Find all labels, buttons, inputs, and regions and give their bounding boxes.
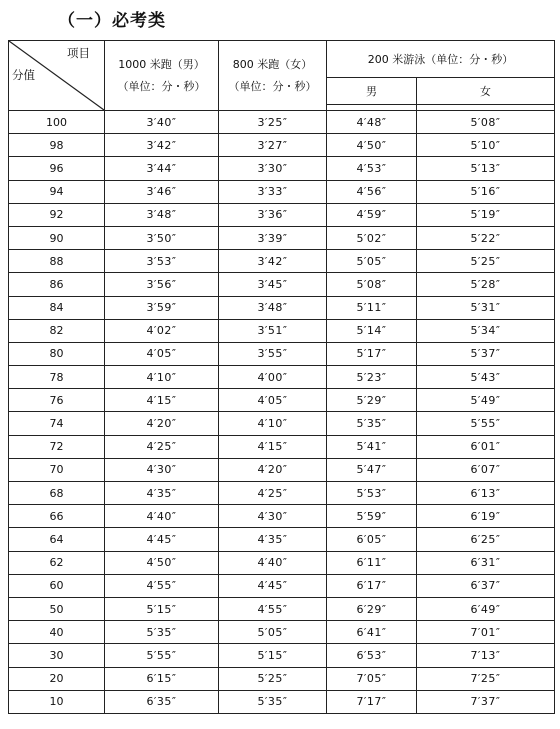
score-cell: 88 <box>9 250 105 273</box>
swim-male-cell: 4′50″ <box>327 134 417 157</box>
table-row <box>9 528 555 551</box>
header-swim-200m: 200 米游泳（单位：分・秒） <box>327 41 555 78</box>
swim-male-cell: 6′29″ <box>327 597 417 620</box>
run-800m-cell: 4′20″ <box>219 458 327 481</box>
swim-male-cell: 5′59″ <box>327 505 417 528</box>
header-swim-female: 女 <box>417 78 555 105</box>
table-row <box>9 366 555 389</box>
swim-female-cell: 5′10″ <box>417 134 555 157</box>
run-800m-cell: 5′35″ <box>219 690 327 713</box>
run-1000m-cell: 4′02″ <box>105 319 219 342</box>
table-row <box>9 319 555 342</box>
run-1000m-cell: 4′15″ <box>105 389 219 412</box>
score-cell: 84 <box>9 296 105 319</box>
run-1000m-cell: 3′53″ <box>105 250 219 273</box>
run-800m-cell: 3′39″ <box>219 226 327 249</box>
table-row <box>9 273 555 296</box>
corner-label-item: 项目 <box>67 46 90 60</box>
header-run-800m <box>219 41 327 111</box>
run-800m-cell: 3′33″ <box>219 180 327 203</box>
run-1000m-cell: 4′25″ <box>105 435 219 458</box>
swim-female-cell: 5′13″ <box>417 157 555 180</box>
run-800m-cell: 3′30″ <box>219 157 327 180</box>
swim-female-cell: 7′01″ <box>417 621 555 644</box>
swim-male-cell: 5′05″ <box>327 250 417 273</box>
table-row <box>9 458 555 481</box>
table-row <box>9 482 555 505</box>
score-cell: 94 <box>9 180 105 203</box>
score-cell: 80 <box>9 342 105 365</box>
run-1000m-cell: 3′42″ <box>105 134 219 157</box>
header-run-1000m <box>105 41 219 111</box>
swim-male-cell: 4′48″ <box>327 111 417 134</box>
run-800m-cell: 3′48″ <box>219 296 327 319</box>
table-row <box>9 574 555 597</box>
score-cell: 72 <box>9 435 105 458</box>
swim-male-cell: 6′53″ <box>327 644 417 667</box>
swim-male-cell: 6′05″ <box>327 528 417 551</box>
swim-male-cell: 5′14″ <box>327 319 417 342</box>
run-1000m-cell: 4′30″ <box>105 458 219 481</box>
table-row <box>9 134 555 157</box>
header-run-800m-title: 800 米跑（女） <box>232 57 313 71</box>
swim-female-cell: 6′25″ <box>417 528 555 551</box>
score-cell: 86 <box>9 273 105 296</box>
run-800m-cell: 5′25″ <box>219 667 327 690</box>
run-1000m-cell: 3′44″ <box>105 157 219 180</box>
table-row <box>9 597 555 620</box>
swim-male-cell: 6′11″ <box>327 551 417 574</box>
swim-male-cell: 7′17″ <box>327 690 417 713</box>
swim-female-cell: 6′07″ <box>417 458 555 481</box>
score-cell: 70 <box>9 458 105 481</box>
run-800m-cell: 4′00″ <box>219 366 327 389</box>
score-cell: 74 <box>9 412 105 435</box>
run-800m-cell: 4′40″ <box>219 551 327 574</box>
swim-female-cell: 5′28″ <box>417 273 555 296</box>
score-cell: 62 <box>9 551 105 574</box>
swim-male-cell: 4′56″ <box>327 180 417 203</box>
score-cell: 40 <box>9 621 105 644</box>
header-run-1000m-unit: （单位：分・秒） <box>117 79 206 93</box>
table-row <box>9 180 555 203</box>
run-1000m-cell: 3′40″ <box>105 111 219 134</box>
swim-female-cell: 6′01″ <box>417 435 555 458</box>
swim-male-cell: 5′08″ <box>327 273 417 296</box>
swim-female-cell: 5′16″ <box>417 180 555 203</box>
score-cell: 96 <box>9 157 105 180</box>
score-cell: 100 <box>9 111 105 134</box>
header-run-800m-unit: （单位：分・秒） <box>228 79 317 93</box>
run-800m-cell: 3′36″ <box>219 203 327 226</box>
table-row <box>9 250 555 273</box>
table-row <box>9 389 555 412</box>
swim-female-cell: 6′31″ <box>417 551 555 574</box>
score-cell: 98 <box>9 134 105 157</box>
score-cell: 30 <box>9 644 105 667</box>
swim-female-cell: 6′13″ <box>417 482 555 505</box>
run-1000m-cell: 3′59″ <box>105 296 219 319</box>
run-1000m-cell: 4′10″ <box>105 366 219 389</box>
table-row <box>9 157 555 180</box>
run-1000m-cell: 6′15″ <box>105 667 219 690</box>
swim-male-cell: 5′41″ <box>327 435 417 458</box>
run-800m-cell: 5′05″ <box>219 621 327 644</box>
table-row <box>9 667 555 690</box>
table-row <box>9 435 555 458</box>
run-800m-cell: 4′30″ <box>219 505 327 528</box>
corner-header-cell <box>9 41 105 111</box>
run-800m-cell: 4′15″ <box>219 435 327 458</box>
run-800m-cell: 3′25″ <box>219 111 327 134</box>
swim-female-cell: 5′22″ <box>417 226 555 249</box>
table-row <box>9 203 555 226</box>
run-800m-cell: 4′10″ <box>219 412 327 435</box>
table-row <box>9 690 555 713</box>
run-1000m-cell: 4′20″ <box>105 412 219 435</box>
swim-male-cell: 5′23″ <box>327 366 417 389</box>
table-row <box>9 551 555 574</box>
run-1000m-cell: 4′45″ <box>105 528 219 551</box>
swim-female-cell: 6′19″ <box>417 505 555 528</box>
run-1000m-cell: 6′35″ <box>105 690 219 713</box>
swim-male-cell: 5′53″ <box>327 482 417 505</box>
table-row <box>9 621 555 644</box>
score-cell: 82 <box>9 319 105 342</box>
header-swim-male: 男 <box>327 78 417 105</box>
score-cell: 90 <box>9 226 105 249</box>
run-800m-cell: 3′27″ <box>219 134 327 157</box>
run-1000m-cell: 5′35″ <box>105 621 219 644</box>
swim-female-cell: 7′37″ <box>417 690 555 713</box>
swim-male-cell: 6′41″ <box>327 621 417 644</box>
run-1000m-cell: 3′50″ <box>105 226 219 249</box>
swim-female-cell: 5′31″ <box>417 296 555 319</box>
swim-male-cell: 6′17″ <box>327 574 417 597</box>
swim-male-cell: 5′35″ <box>327 412 417 435</box>
table-row <box>9 412 555 435</box>
table-body <box>9 111 555 714</box>
table-row <box>9 296 555 319</box>
run-1000m-cell: 4′50″ <box>105 551 219 574</box>
run-1000m-cell: 4′05″ <box>105 342 219 365</box>
score-cell: 66 <box>9 505 105 528</box>
score-cell: 10 <box>9 690 105 713</box>
table-row <box>9 644 555 667</box>
run-800m-cell: 3′45″ <box>219 273 327 296</box>
score-cell: 64 <box>9 528 105 551</box>
score-cell: 76 <box>9 389 105 412</box>
swim-female-cell: 5′55″ <box>417 412 555 435</box>
run-1000m-cell: 4′55″ <box>105 574 219 597</box>
section-title: （一）必考类 <box>58 11 166 31</box>
swim-female-cell: 5′49″ <box>417 389 555 412</box>
run-1000m-cell: 3′46″ <box>105 180 219 203</box>
swim-female-cell: 5′34″ <box>417 319 555 342</box>
run-800m-cell: 3′55″ <box>219 342 327 365</box>
run-800m-cell: 4′45″ <box>219 574 327 597</box>
run-800m-cell: 3′42″ <box>219 250 327 273</box>
table-row <box>9 505 555 528</box>
run-800m-cell: 4′55″ <box>219 597 327 620</box>
run-1000m-cell: 4′35″ <box>105 482 219 505</box>
score-cell: 50 <box>9 597 105 620</box>
run-800m-cell: 5′15″ <box>219 644 327 667</box>
run-1000m-cell: 3′56″ <box>105 273 219 296</box>
swim-male-cell: 7′05″ <box>327 667 417 690</box>
table-row <box>9 111 555 134</box>
score-cell: 92 <box>9 203 105 226</box>
swim-male-cell: 5′11″ <box>327 296 417 319</box>
swim-male-cell: 5′02″ <box>327 226 417 249</box>
header-run-1000m-title: 1000 米跑（男） <box>118 57 205 71</box>
swim-male-cell: 4′59″ <box>327 203 417 226</box>
swim-female-cell: 5′43″ <box>417 366 555 389</box>
swim-female-cell: 5′08″ <box>417 111 555 134</box>
table-row <box>9 342 555 365</box>
run-1000m-cell: 5′15″ <box>105 597 219 620</box>
swim-female-cell: 7′13″ <box>417 644 555 667</box>
swim-male-cell: 5′29″ <box>327 389 417 412</box>
run-800m-cell: 4′35″ <box>219 528 327 551</box>
swim-female-cell: 7′25″ <box>417 667 555 690</box>
swim-female-cell: 5′19″ <box>417 203 555 226</box>
swim-female-cell: 5′37″ <box>417 342 555 365</box>
score-cell: 20 <box>9 667 105 690</box>
score-cell: 78 <box>9 366 105 389</box>
swim-female-cell: 6′49″ <box>417 597 555 620</box>
swim-male-cell: 4′53″ <box>327 157 417 180</box>
run-800m-cell: 3′51″ <box>219 319 327 342</box>
run-1000m-cell: 4′40″ <box>105 505 219 528</box>
swim-female-cell: 5′25″ <box>417 250 555 273</box>
score-table <box>8 40 555 714</box>
swim-male-cell: 5′47″ <box>327 458 417 481</box>
swim-female-cell: 6′37″ <box>417 574 555 597</box>
corner-label-score: 分值 <box>12 68 35 82</box>
score-cell: 68 <box>9 482 105 505</box>
run-800m-cell: 4′05″ <box>219 389 327 412</box>
run-1000m-cell: 3′48″ <box>105 203 219 226</box>
run-800m-cell: 4′25″ <box>219 482 327 505</box>
run-1000m-cell: 5′55″ <box>105 644 219 667</box>
table-row <box>9 226 555 249</box>
swim-male-cell: 5′17″ <box>327 342 417 365</box>
score-cell: 60 <box>9 574 105 597</box>
